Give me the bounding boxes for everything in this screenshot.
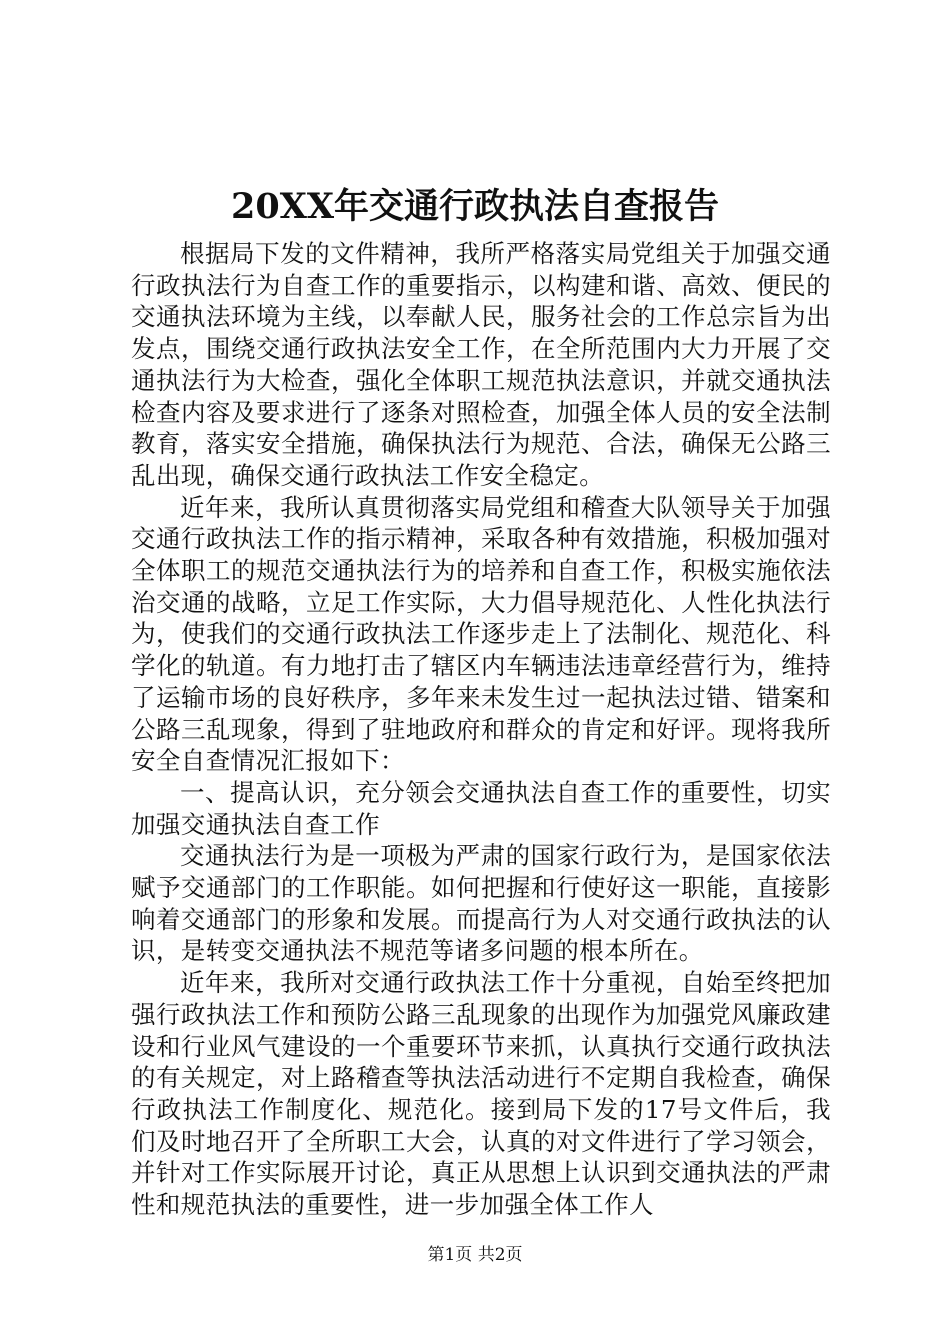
- page-footer: 第1页 共2页: [427, 1245, 523, 1265]
- document-title: 20XX年交通行政执法自查报告: [230, 186, 720, 227]
- section-heading-one: 一、提高认识，充分领会交通执法自查工作的重要性，切实加强交通执法自查工作: [131, 777, 831, 839]
- paragraph-enforcement-behavior: 交通执法行为是一项极为严肃的国家行政行为，是国家依法赋予交通部门的工作职能。如何把握和行使好这一职能，直接影响着交通部门的形象和发展。而提高行为人对交通行政执法的认识，是转变交通执法不规范等诸多问题的根本所在。: [131, 841, 831, 966]
- paragraph-recent-years: 近年来，我所认真贯彻落实局党组和稽查大队领导关于加强交通行政执法工作的指示精神，采取各种有效措施，积极加强对全体职工的规范交通执法行为的培养和自查工作，积极实施依法治交通的战略，立足工作实际，大力倡导规范化、人性化执法行为，使我们的交通行政执法工作逐步走上了法制化、规范化、科学化的轨道。有力地打击了辖区内车辆违法违章经营行为，维持了运输市场的良好秩序，多年来未发生过一起执法过错、错案和公路三乱现象，得到了驻地政府和群众的肯定和好评。现将我所安全自查情况汇报如下：: [131, 492, 831, 776]
- paragraph-enforcement-work: 近年来，我所对交通行政执法工作十分重视，自始至终把加强行政执法工作和预防公路三乱现象的出现作为加强党风廉政建设和行业风气建设的一个重要环节来抓，认真执行交通行政执法的有关规定，对上路稽查等执法活动进行不定期自我检查，确保行政执法工作制度化、规范化。接到局下发的17号文件后，我们及时地召开了全所职工大会，认真的对文件进行了学习领会，并针对工作实际展开讨论，真正从思想上认识到交通执法的严肃性和规范执法的重要性，进一步加强全体工作人: [131, 968, 831, 1220]
- document-body: [131, 238, 831, 1221]
- paragraph-intro: 根据局下发的文件精神，我所严格落实局党组关于加强交通行政执法行为自查工作的重要指示，以构建和谐、高效、便民的交通执法环境为主线，以奉献人民，服务社会的工作总宗旨为出发点，围绕交通行政执法安全工作，在全所范围内大力开展了交通执法行为大检查，强化全体职工规范执法意识，并就交通执法检查内容及要求进行了逐条对照检查，加强全体人员的安全法制教育，落实安全措施，确保执法行为规范、合法，确保无公路三乱出现，确保交通行政执法工作安全稳定。: [131, 239, 831, 490]
